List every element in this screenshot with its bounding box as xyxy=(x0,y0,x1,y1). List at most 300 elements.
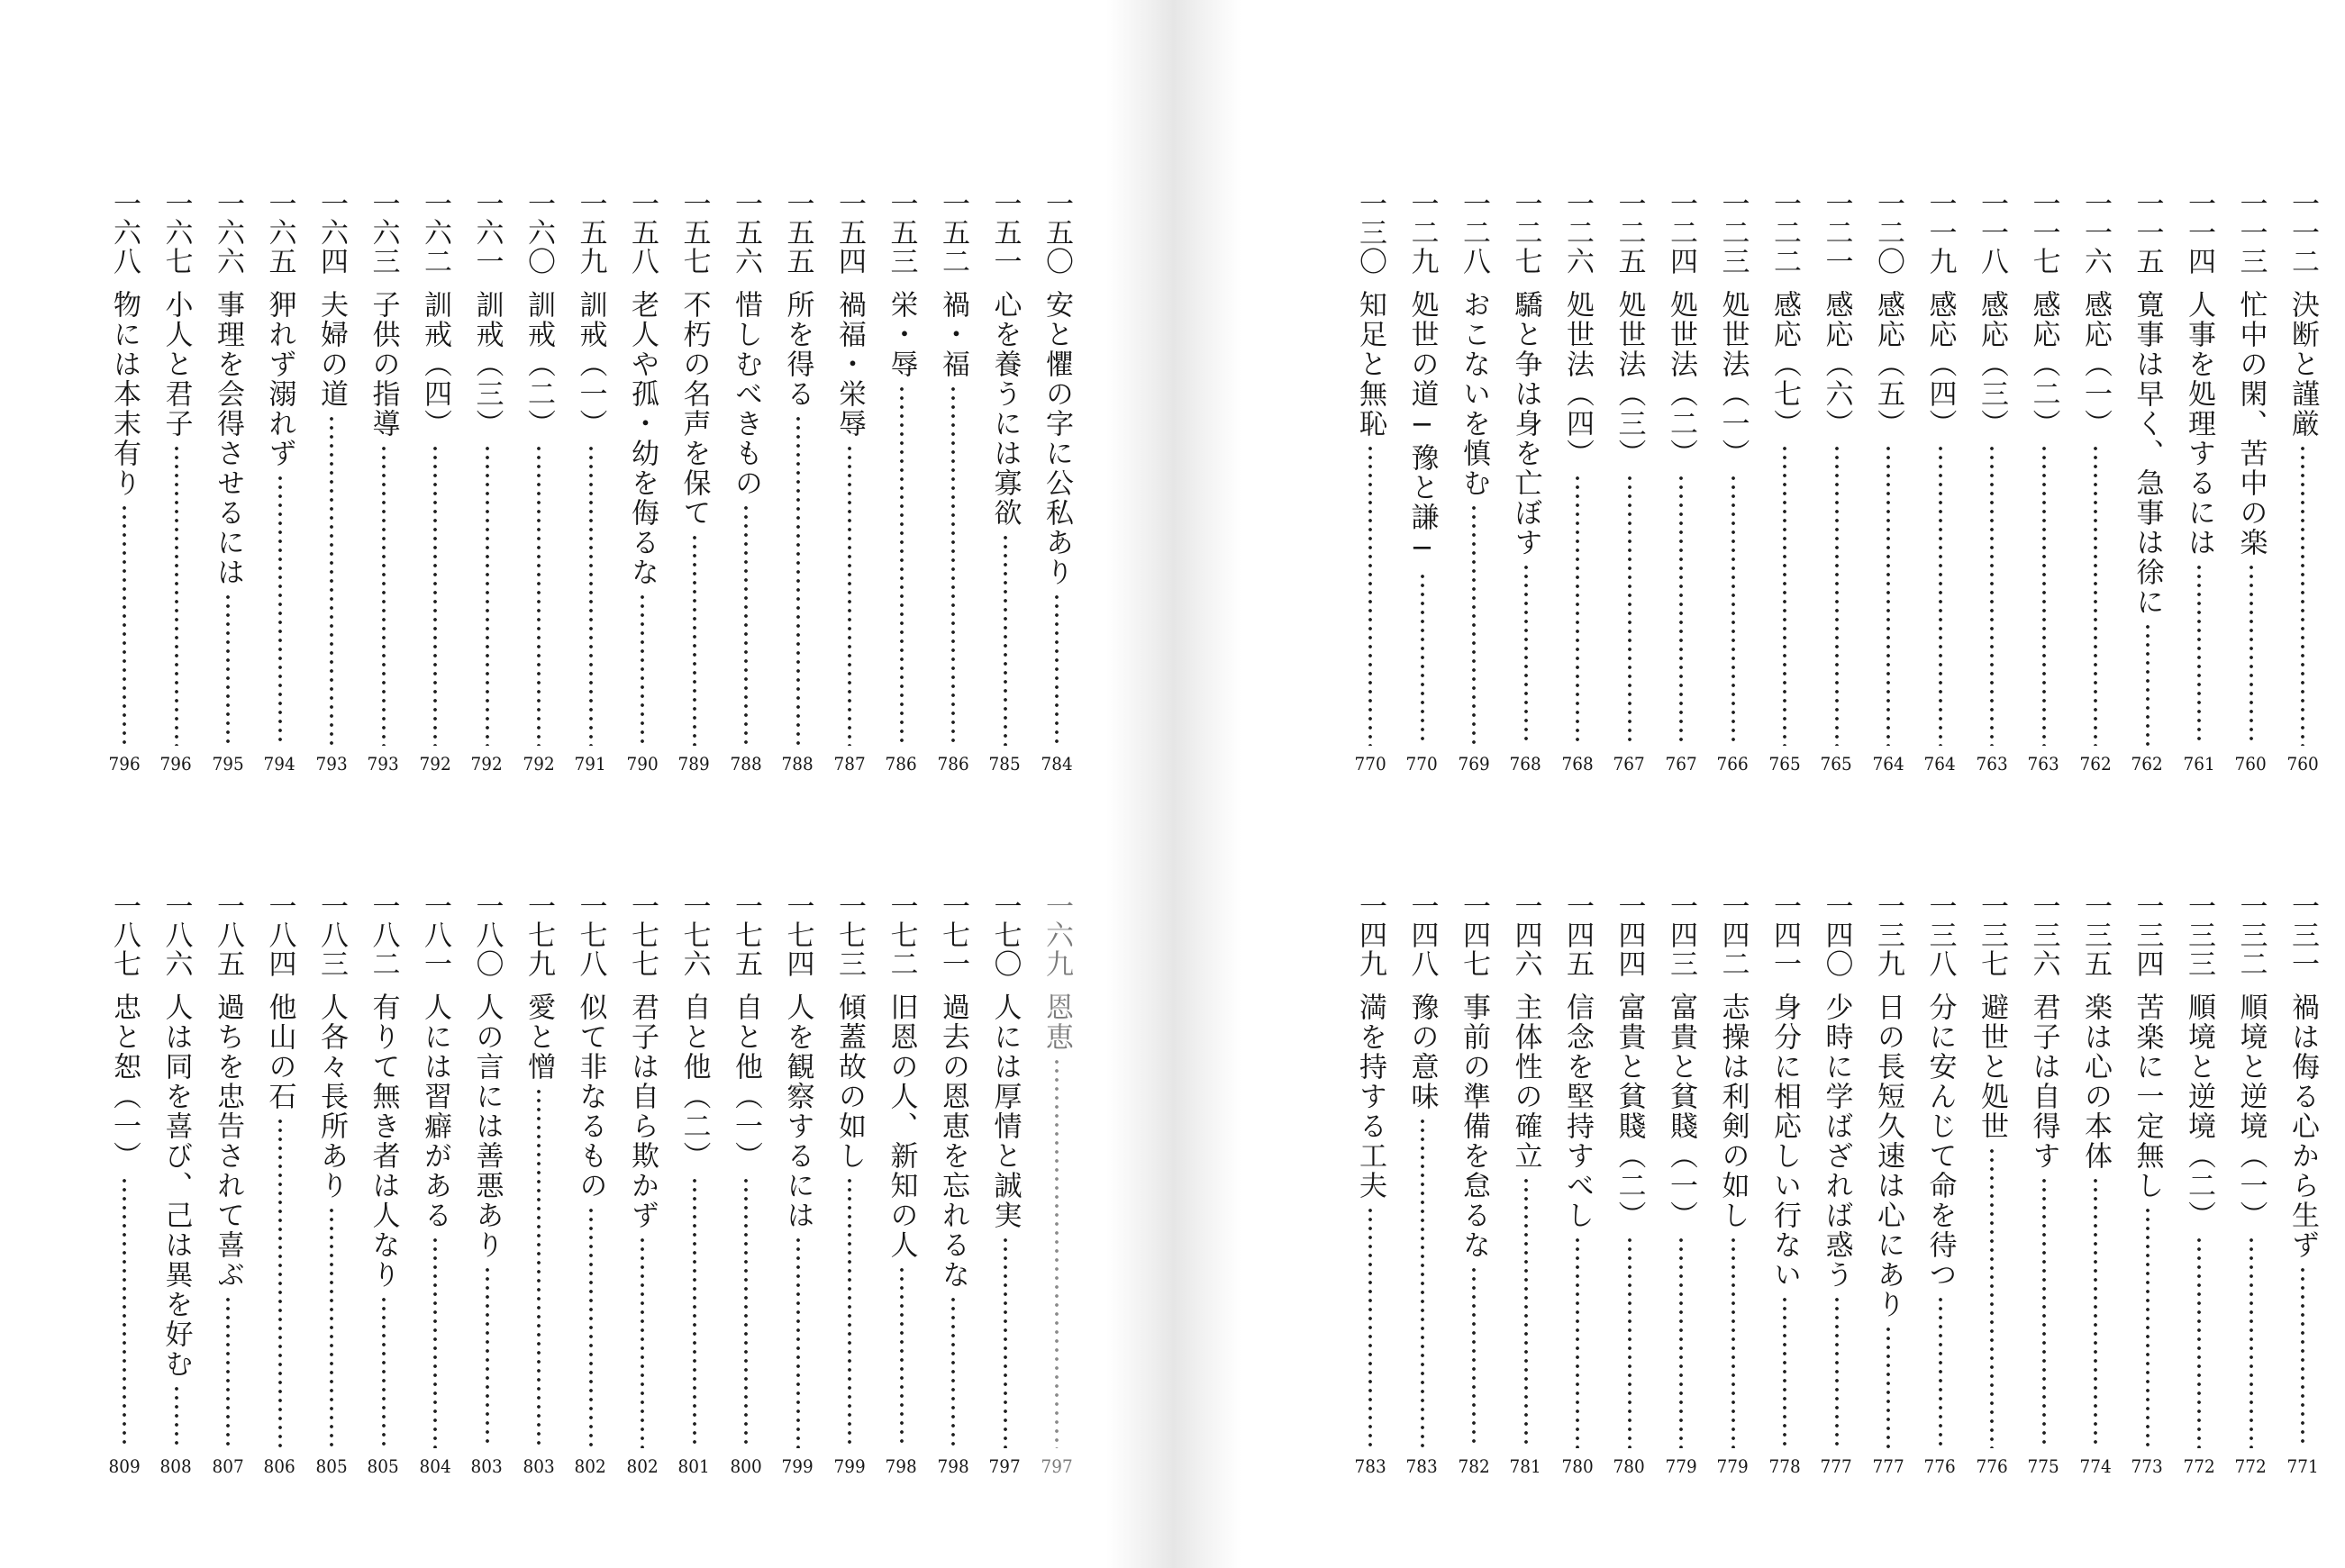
toc-entry-number: 一七四 xyxy=(781,892,814,978)
toc-entry-number: 一四六 xyxy=(1509,892,1542,978)
toc-entry-number: 一六一 xyxy=(470,189,504,276)
toc-entry-number: 一八二 xyxy=(367,892,400,978)
toc-leader-dots xyxy=(1576,474,1579,746)
toc-entry xyxy=(1868,189,1908,775)
toc-entry-title: 寛事は早く、急事は徐に xyxy=(2131,290,2164,617)
toc-page-number: 801 xyxy=(677,1455,711,1477)
toc-leader-dots xyxy=(433,444,437,746)
toc-entry-title: 豫の意味 xyxy=(1405,992,1439,1111)
toc-leader-dots xyxy=(226,593,230,746)
toc-entry xyxy=(1558,189,1597,775)
toc-entry-title: 順境と逆境（二） xyxy=(2183,992,2215,1230)
toc-entry xyxy=(312,892,351,1477)
toc-entry xyxy=(933,189,973,775)
toc-entry-number: 一五八 xyxy=(626,189,659,276)
toc-page-number: 809 xyxy=(108,1455,141,1477)
toc-leader-dots xyxy=(848,1176,851,1448)
toc-entry-number: 一七五 xyxy=(730,892,762,978)
toc-entry-number: 一三六 xyxy=(2027,892,2060,978)
toc-entry-title: 人には習癖がある xyxy=(419,992,451,1230)
toc-column-block-top xyxy=(0,189,1099,775)
toc-page-number: 774 xyxy=(2079,1455,2112,1477)
toc-entry-title: 人事を処理するには xyxy=(2183,290,2215,557)
toc-leader-dots xyxy=(693,1176,696,1448)
toc-entry-title: 恩恵 xyxy=(1041,992,1073,1052)
toc-entry-title: 事前の準備を怠るな xyxy=(1458,992,1490,1260)
toc-page-number: 772 xyxy=(2234,1455,2268,1477)
toc-entry-number: 一三四 xyxy=(2131,892,2164,978)
toc-entry-title: 人を観察するには xyxy=(781,992,814,1230)
toc-entry xyxy=(1765,892,1804,1477)
toc-page-number: 799 xyxy=(781,1455,814,1477)
toc-entry-title: 不朽の名声を保て xyxy=(677,290,711,528)
toc-entry-title: 処世法（四） xyxy=(1561,290,1594,468)
toc-page-number: 779 xyxy=(1716,1455,1750,1477)
toc-leader-dots xyxy=(1679,1236,1683,1448)
toc-entry-title: 君子は自得す xyxy=(2027,992,2060,1171)
toc-entry xyxy=(2231,892,2271,1477)
toc-leader-dots xyxy=(1990,444,1994,746)
toc-entry-title: 人には厚情と誠実 xyxy=(988,992,1022,1230)
toc-page-number: 798 xyxy=(885,1455,918,1477)
toc-entry-title: 富貴と貧賤（二） xyxy=(1613,992,1646,1230)
toc-page-number: 781 xyxy=(1509,1455,1542,1477)
toc-entry xyxy=(2283,189,2322,775)
toc-entry-title: 夫婦の道 xyxy=(315,290,348,409)
toc-entry-title: 物には本末有り xyxy=(108,290,141,498)
toc-entry xyxy=(415,892,455,1477)
toc-entry xyxy=(2024,189,2064,775)
toc-entry-title: 似て非なるもの xyxy=(574,992,607,1201)
toc-entry-number: 一六二 xyxy=(419,189,451,276)
toc-entry-title: 知足と無恥 xyxy=(1354,290,1386,439)
toc-entry-number: 一三九 xyxy=(1872,892,1904,978)
toc-leader-dots xyxy=(2301,444,2304,746)
toc-entry xyxy=(1921,189,1960,775)
toc-entry xyxy=(778,892,818,1477)
toc-entry xyxy=(364,189,404,775)
toc-entry xyxy=(726,189,766,775)
toc-entry-title: 感応（一） xyxy=(2079,290,2112,439)
toc-entry xyxy=(1610,892,1650,1477)
toc-entry-number: 一三七 xyxy=(1976,892,2008,978)
toc-entry xyxy=(1350,189,1390,775)
toc-entry-number: 一二三 xyxy=(1716,189,1750,276)
toc-entry-title: 信念を堅持すべし xyxy=(1561,992,1594,1230)
toc-entry-number: 一一六 xyxy=(2079,189,2112,276)
toc-page-number: 792 xyxy=(523,753,555,775)
toc-entry-number: 一七二 xyxy=(885,892,918,978)
toc-page-number: 792 xyxy=(419,753,451,775)
toc-leader-dots xyxy=(1421,1117,1424,1448)
toc-entry xyxy=(830,892,869,1477)
toc-page-number: 807 xyxy=(212,1455,244,1477)
toc-entry-title: 分に安んじて命を待つ xyxy=(1923,992,1957,1290)
toc-entry xyxy=(571,189,611,775)
toc-entry xyxy=(2128,892,2168,1477)
toc-entry-title: 人各々長所あり xyxy=(315,992,348,1201)
toc-entry-title: 君子は自ら欺かず xyxy=(626,992,659,1230)
toc-entry xyxy=(2024,892,2064,1477)
toc-leader-dots xyxy=(1886,1325,1890,1448)
toc-leader-dots xyxy=(641,1236,644,1448)
toc-entry xyxy=(1610,189,1650,775)
toc-entry xyxy=(105,189,144,775)
toc-entry xyxy=(2076,892,2115,1477)
toc-entry-number: 一七七 xyxy=(626,892,659,978)
toc-entry-title: 安と懼の字に公私あり xyxy=(1041,290,1073,587)
toc-leader-dots xyxy=(1783,444,1786,746)
toc-page-number: 777 xyxy=(1820,1455,1853,1477)
toc-entry xyxy=(157,892,196,1477)
toc-entry xyxy=(208,892,248,1477)
toc-entry-title: 過ちを忠告されて喜ぶ xyxy=(212,992,244,1290)
toc-entry-title: 感応（二） xyxy=(2027,290,2060,439)
toc-leader-dots xyxy=(486,444,489,746)
toc-page-number: 790 xyxy=(626,753,659,775)
toc-entry-number: 一二九 xyxy=(1405,189,1439,276)
toc-leader-dots xyxy=(1055,1057,1059,1448)
toc-leader-dots xyxy=(744,1176,748,1448)
toc-entry xyxy=(2231,189,2271,775)
toc-entry-number: 一六四 xyxy=(315,189,348,276)
toc-entry-title: 老人や孤・幼を侮るな xyxy=(626,290,659,587)
toc-entry-number: 一三五 xyxy=(2079,892,2112,978)
toc-page-number: 768 xyxy=(1509,753,1542,775)
toc-leader-dots xyxy=(796,414,800,746)
toc-entry-number: 一六六 xyxy=(212,189,244,276)
toc-page-number: 766 xyxy=(1716,753,1750,775)
toc-entry-number: 一二五 xyxy=(1613,189,1646,276)
toc-entry xyxy=(468,189,507,775)
toc-entry xyxy=(571,892,611,1477)
toc-entry xyxy=(933,892,973,1477)
toc-entry-number: 一二二 xyxy=(1768,189,1801,276)
toc-page-number: 792 xyxy=(470,753,504,775)
toc-leader-dots xyxy=(951,385,955,746)
toc-page-number: 787 xyxy=(833,753,866,775)
toc-leader-dots xyxy=(1472,503,1476,746)
toc-entry-title: おこないを慎む xyxy=(1458,290,1490,498)
toc-entry-number: 一八三 xyxy=(315,892,348,978)
toc-entry xyxy=(1454,892,1494,1477)
toc-entry-title: 小人と君子 xyxy=(159,290,193,439)
toc-entry xyxy=(1037,892,1077,1477)
toc-entry xyxy=(986,892,1025,1477)
toc-entry-title: 自と他（一） xyxy=(730,992,762,1171)
toc-entry-number: 一七一 xyxy=(937,892,969,978)
toc-entry-number: 一七六 xyxy=(677,892,711,978)
toc-page-number: 797 xyxy=(988,1455,1022,1477)
toc-leader-dots xyxy=(1524,563,1528,746)
toc-page-number: 773 xyxy=(2131,1455,2164,1477)
toc-page-number: 808 xyxy=(159,1455,193,1477)
toc-entry xyxy=(2076,189,2115,775)
toc-entry-title: 忙中の閑、苦中の楽 xyxy=(2234,290,2268,557)
toc-entry-title: 感応（七） xyxy=(1768,290,1801,439)
toc-entry-number: 一一二 xyxy=(2286,189,2319,276)
toc-page-number: 775 xyxy=(2027,1455,2060,1477)
toc-column-block-bottom xyxy=(1246,892,2345,1477)
toc-page-number: 805 xyxy=(315,1455,348,1477)
toc-entry xyxy=(415,189,455,775)
toc-page-number: 778 xyxy=(1768,1455,1801,1477)
toc-entry xyxy=(1972,892,2012,1477)
toc-entry-number: 一四四 xyxy=(1613,892,1646,978)
toc-entry xyxy=(312,189,351,775)
toc-leader-dots xyxy=(1628,1236,1632,1448)
toc-entry-title: 避世と処世 xyxy=(1976,992,2008,1141)
toc-entry xyxy=(1403,892,1442,1477)
toc-entry xyxy=(208,189,248,775)
toc-page-number: 770 xyxy=(1354,753,1386,775)
toc-page-number: 802 xyxy=(574,1455,607,1477)
toc-entry-number: 一五四 xyxy=(833,189,866,276)
toc-page-number: 770 xyxy=(1405,753,1439,775)
toc-leader-dots xyxy=(1939,444,1942,746)
toc-column-block-top xyxy=(1246,189,2345,775)
toc-leader-dots xyxy=(537,444,541,746)
toc-entry-title: 訓戒（四） xyxy=(419,290,451,439)
toc-entry-title: 禍福・栄辱 xyxy=(833,290,866,439)
toc-page-number: 806 xyxy=(263,1455,296,1477)
toc-leader-dots xyxy=(900,385,904,746)
toc-entry-number: 一一三 xyxy=(2234,189,2268,276)
toc-leader-dots xyxy=(1576,1236,1579,1448)
toc-page-number: 760 xyxy=(2234,753,2268,775)
toc-entry-number: 一八四 xyxy=(263,892,296,978)
toc-entry-number: 一四二 xyxy=(1716,892,1750,978)
toc-page-number: 772 xyxy=(2183,1455,2215,1477)
toc-page-number: 800 xyxy=(730,1455,762,1477)
toc-entry-title: 栄・辱 xyxy=(885,290,918,379)
toc-entry-title: 苦楽に一定無し xyxy=(2131,992,2164,1201)
toc-entry-number: 一三一 xyxy=(2286,892,2319,978)
toc-page-number: 785 xyxy=(988,753,1022,775)
toc-page-number: 803 xyxy=(523,1455,555,1477)
toc-entry-number: 一一四 xyxy=(2183,189,2215,276)
toc-entry xyxy=(1972,189,2012,775)
toc-entry-number: 一八七 xyxy=(108,892,141,978)
toc-leader-dots xyxy=(433,1236,437,1448)
toc-entry-title: 順境と逆境（一） xyxy=(2234,992,2268,1230)
toc-entry-number: 一五九 xyxy=(574,189,607,276)
toc-leader-dots xyxy=(175,444,178,746)
toc-entry-number: 一八六 xyxy=(159,892,193,978)
toc-entry xyxy=(1921,892,1960,1477)
toc-leader-dots xyxy=(278,1117,282,1448)
toc-leader-dots xyxy=(278,474,282,746)
toc-entry-number: 一六三 xyxy=(367,189,400,276)
toc-page-number: 765 xyxy=(1820,753,1853,775)
right-page xyxy=(1246,0,2345,1568)
toc-page-number: 777 xyxy=(1872,1455,1904,1477)
toc-entry-number: 一七八 xyxy=(574,892,607,978)
toc-entry-title: 傾蓋故の如し xyxy=(833,992,866,1171)
toc-page-number: 802 xyxy=(626,1455,659,1477)
toc-entry xyxy=(882,892,922,1477)
toc-entry-number: 一一五 xyxy=(2131,189,2164,276)
toc-entry xyxy=(1558,892,1597,1477)
toc-page-number: 803 xyxy=(470,1455,504,1477)
toc-entry-number: 一六〇 xyxy=(523,189,555,276)
toc-entry-number: 一四八 xyxy=(1405,892,1439,978)
toc-leader-dots xyxy=(330,414,333,746)
toc-entry-title: 感応（三） xyxy=(1976,290,2008,439)
toc-entry-title: 主体性の確立 xyxy=(1509,992,1542,1171)
book-gutter xyxy=(1106,0,1241,1568)
toc-entry-title: 所を得る xyxy=(781,290,814,409)
toc-leader-dots xyxy=(2042,1176,2046,1448)
toc-page-number: 804 xyxy=(419,1455,451,1477)
toc-entry-number: 一四五 xyxy=(1561,892,1594,978)
toc-leader-dots xyxy=(2094,444,2097,746)
toc-leader-dots xyxy=(537,1087,541,1448)
toc-page-number: 779 xyxy=(1665,1455,1697,1477)
toc-leader-dots xyxy=(2197,563,2201,746)
toc-entry xyxy=(1661,189,1701,775)
toc-entry-number: 一五七 xyxy=(677,189,711,276)
toc-leader-dots xyxy=(2250,1236,2253,1448)
toc-entry-title: 人は同を喜び、己は異を好む xyxy=(159,992,193,1379)
toc-leader-dots xyxy=(1368,444,1372,746)
toc-leader-dots xyxy=(1731,1236,1735,1448)
toc-page-number: 780 xyxy=(1613,1455,1646,1477)
toc-page-number: 780 xyxy=(1561,1455,1594,1477)
toc-entry xyxy=(675,892,714,1477)
toc-leader-dots xyxy=(1004,533,1007,746)
toc-leader-dots xyxy=(1055,593,1059,746)
toc-leader-dots xyxy=(1524,1176,1528,1448)
toc-page-number: 795 xyxy=(212,753,244,775)
toc-leader-dots xyxy=(1990,1147,1994,1448)
toc-leader-dots xyxy=(1472,1265,1476,1448)
toc-entry-title: 愛と憎 xyxy=(523,992,555,1082)
toc-page-number: 763 xyxy=(2027,753,2060,775)
toc-page-number: 765 xyxy=(1768,753,1801,775)
toc-entry-number: 一二七 xyxy=(1509,189,1542,276)
toc-entry-title: 他山の石 xyxy=(263,992,296,1111)
toc-page-number: 796 xyxy=(159,753,193,775)
toc-leader-dots xyxy=(1004,1236,1007,1448)
toc-entry-number: 一三二 xyxy=(2234,892,2268,978)
toc-page-number: 776 xyxy=(1976,1455,2008,1477)
toc-column-block-bottom xyxy=(0,892,1099,1477)
toc-entry xyxy=(1765,189,1804,775)
toc-entry-number: 一六五 xyxy=(263,189,296,276)
toc-entry-number: 一七九 xyxy=(523,892,555,978)
toc-page-number: 782 xyxy=(1458,1455,1490,1477)
toc-entry-number: 一四〇 xyxy=(1820,892,1853,978)
toc-leader-dots xyxy=(796,1236,800,1448)
toc-page-number: 763 xyxy=(1976,753,2008,775)
toc-entry-title: 日の長短久速は心にあり xyxy=(1872,992,1904,1319)
toc-page-number: 797 xyxy=(1041,1455,1073,1477)
toc-entry-number: 一八一 xyxy=(419,892,451,978)
toc-entry-title: 志操は利剣の如し xyxy=(1716,992,1750,1230)
toc-entry-number: 一一七 xyxy=(2027,189,2060,276)
toc-entry-number: 一七〇 xyxy=(988,892,1022,978)
toc-leader-dots xyxy=(1783,1295,1786,1448)
toc-page-number: 767 xyxy=(1613,753,1646,775)
toc-entry-number: 一一八 xyxy=(1976,189,2008,276)
toc-entry-title: 処世法（一） xyxy=(1716,290,1750,468)
toc-page-number: 799 xyxy=(833,1455,866,1477)
toc-entry-title: 少時に学ばざれば惑う xyxy=(1820,992,1853,1290)
toc-entry xyxy=(1506,189,1546,775)
toc-entry-number: 一二一 xyxy=(1820,189,1853,276)
toc-leader-dots xyxy=(1679,474,1683,746)
toc-entry-number: 一四七 xyxy=(1458,892,1490,978)
toc-entry xyxy=(986,189,1025,775)
toc-entry-title: 心を養うには寡欲 xyxy=(988,290,1022,528)
toc-leader-dots xyxy=(848,444,851,746)
toc-leader-dots xyxy=(1835,444,1839,746)
toc-entry xyxy=(2128,189,2168,775)
toc-leader-dots xyxy=(2094,1176,2097,1448)
toc-leader-dots xyxy=(175,1384,178,1448)
toc-entry xyxy=(1713,892,1753,1477)
toc-entry-number: 一四三 xyxy=(1665,892,1697,978)
toc-entry xyxy=(1506,892,1546,1477)
left-page xyxy=(0,0,1099,1568)
toc-page-number: 791 xyxy=(574,753,607,775)
toc-entry xyxy=(1350,892,1390,1477)
toc-entry-number: 一三三 xyxy=(2183,892,2215,978)
toc-leader-dots xyxy=(2146,622,2150,746)
toc-page-number: 805 xyxy=(367,1455,400,1477)
toc-entry-number: 一五〇 xyxy=(1041,189,1073,276)
toc-leader-dots xyxy=(744,503,748,746)
toc-page-number: 788 xyxy=(730,753,762,775)
toc-page-number: 794 xyxy=(263,753,296,775)
toc-page-number: 786 xyxy=(885,753,918,775)
toc-entry-number: 一八〇 xyxy=(470,892,504,978)
toc-entry-number: 一四一 xyxy=(1768,892,1801,978)
toc-leader-dots xyxy=(1368,1206,1372,1448)
toc-page-number: 762 xyxy=(2131,753,2164,775)
toc-entry-number: 一三〇 xyxy=(1354,189,1386,276)
toc-entry-number: 一二〇 xyxy=(1872,189,1904,276)
toc-entry xyxy=(1661,892,1701,1477)
toc-entry xyxy=(519,892,559,1477)
toc-page-number: 768 xyxy=(1561,753,1594,775)
toc-entry-number: 一四九 xyxy=(1354,892,1386,978)
toc-entry-number: 一五五 xyxy=(781,189,814,276)
toc-leader-dots xyxy=(589,444,593,746)
toc-entry xyxy=(260,892,300,1477)
toc-leader-dots xyxy=(382,1295,386,1448)
toc-entry-number: 一六九 xyxy=(1041,892,1073,978)
toc-leader-dots xyxy=(1421,572,1424,746)
toc-entry-title: 富貴と貧賤（一） xyxy=(1665,992,1697,1230)
toc-entry-title: 感応（四） xyxy=(1923,290,1957,439)
toc-leader-dots xyxy=(330,1206,333,1448)
toc-entry xyxy=(2179,189,2219,775)
toc-entry-title: 旧恩の人、新知の人 xyxy=(885,992,918,1260)
toc-page-number: 793 xyxy=(367,753,400,775)
toc-entry-number: 一三八 xyxy=(1923,892,1957,978)
toc-entry-number: 一五二 xyxy=(937,189,969,276)
toc-entry-title: 驕と争は身を亡ぼす xyxy=(1509,290,1542,557)
toc-page-number: 769 xyxy=(1458,753,1490,775)
toc-leader-dots xyxy=(589,1206,593,1448)
toc-entry-title: 過去の恩恵を忘れるな xyxy=(937,992,969,1290)
toc-page-number: 793 xyxy=(315,753,348,775)
toc-entry xyxy=(157,189,196,775)
toc-entry-title: 禍は侮る心から生ず xyxy=(2286,992,2319,1260)
toc-entry-title: 感応（六） xyxy=(1820,290,1853,439)
